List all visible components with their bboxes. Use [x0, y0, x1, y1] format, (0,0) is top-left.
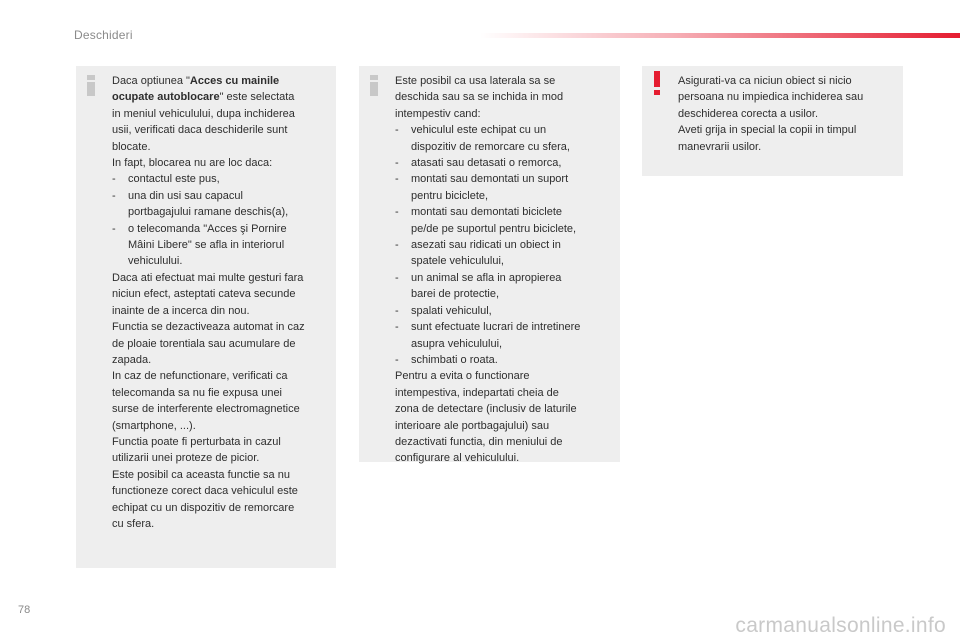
list-item: - asezati sau ridicati un obiect in spatele vehiculului,	[395, 239, 561, 268]
info-panel-hands-free-locking	[76, 66, 336, 568]
text-line: functioneze corect daca vehiculul este	[112, 485, 298, 498]
text-line: niciun efect, asteptati cateva secunde	[112, 288, 296, 301]
text-line: Este posibil ca usa laterala sa se	[395, 75, 556, 87]
text-line: Aveti grija in special la copii in timpul	[678, 124, 857, 137]
text-line: cu sfera.	[112, 517, 155, 530]
list-item: - montati sau demontati un suport pentru biciclete,	[395, 173, 569, 202]
text-line: deschiderea corecta a usilor.	[678, 107, 819, 120]
warning-icon	[654, 71, 660, 95]
list-item: - contactul este pus,	[112, 173, 220, 186]
list-item: - montati sau demontati biciclete pe/de pe suportul pentru biciclete,	[395, 206, 577, 235]
page-header-title: Deschideri	[74, 28, 133, 42]
panel-text	[112, 73, 330, 532]
list-item: - sunt efectuate lucrari de intretinere asupra vehiculului,	[395, 321, 581, 350]
info-panel-sliding-door	[359, 66, 620, 465]
text-line: echipat cu un dispozitiv de remorcare	[112, 501, 295, 514]
info-icon	[87, 75, 95, 97]
text-line: configurare al vehiculului.	[395, 452, 520, 465]
text-line: intempestiv cand:	[395, 107, 481, 120]
info-icon	[370, 75, 378, 97]
text-line: Functia poate fi perturbata in cazul	[112, 435, 281, 448]
text-line: persoana nu impiedica inchiderea sau	[678, 91, 864, 104]
text-line: Este posibil ca aceasta functie sa nu	[112, 468, 290, 481]
text-line: zapada.	[112, 353, 152, 366]
option-name-bold: Acces cu mainile	[189, 75, 280, 87]
watermark: carmanualsonline.info	[735, 614, 946, 637]
list-item: - un animal se afla in apropierea barei de protectie,	[395, 271, 562, 301]
text-line: Daca ati efectuat mai multe gesturi fara	[112, 271, 304, 284]
list-item: - atasati sau detasati o remorca,	[395, 157, 562, 170]
list-item: - o telecomanda "Acces şi Pornire Mâini Libere" se afla in interiorul vehiculului.	[112, 222, 287, 268]
text-line: In fapt, blocarea nu are loc daca:	[112, 157, 273, 170]
text-line: Functia se dezactiveaza automat in caz	[112, 321, 305, 334]
text-line: Daca optiunea "Acces cu mainile	[112, 75, 280, 87]
option-name-bold: ocupate autoblocare	[112, 91, 220, 104]
text-line: ocupate autoblocare" este selectata	[112, 91, 295, 104]
text-line: Pentru a evita o functionare	[395, 370, 530, 383]
list-item: - vehiculul este echipat cu un dispozitiv de remorcare cu sfera,	[395, 124, 570, 153]
text-line: deschida sau sa se inchida in mod	[395, 91, 564, 104]
text-line: zona de detectare (inclusiv de laturile	[395, 403, 577, 416]
text-line: Asigurati-va ca niciun obiect si nicio	[678, 75, 852, 87]
text-line: dezactivati functia, din meniului de	[395, 435, 563, 448]
list-item: - schimbati o roata.	[395, 353, 498, 366]
text-line: surse de interferente electromagnetice	[112, 403, 300, 416]
text-line: manevrarii usilor.	[678, 140, 762, 153]
text-line: in meniul vehiculului, dupa inchiderea	[112, 107, 295, 120]
text-line: utilizarii unei proteze de picior.	[112, 452, 260, 465]
panel-text	[678, 73, 898, 155]
panel-text	[395, 73, 615, 467]
text-line: inainte de a incerca din nou.	[112, 304, 250, 317]
text-line: usii, verificati daca deschiderile sunt	[112, 124, 288, 137]
text-line: de ploaie torentiala sau acumulare de	[112, 337, 296, 350]
list-item: - una din usi sau capacul portbagajului ramane deschis(a),	[112, 189, 289, 219]
text-line: blocate.	[112, 140, 151, 153]
list-item: - spalati vehiculul,	[395, 304, 492, 317]
text-line: interioare ale portbagajului) sau	[395, 419, 550, 432]
text-line: In caz de nefunctionare, verificati ca	[112, 370, 288, 383]
page-number: 78	[18, 604, 31, 616]
warning-panel-door-obstruction	[642, 66, 903, 176]
text-line: intempestiva, indepartati cheia de	[395, 386, 559, 399]
text-line: (smartphone, ...).	[112, 419, 196, 432]
header-accent-rule	[480, 33, 960, 38]
text-line: telecomanda sa nu fie expusa unei	[112, 386, 283, 399]
